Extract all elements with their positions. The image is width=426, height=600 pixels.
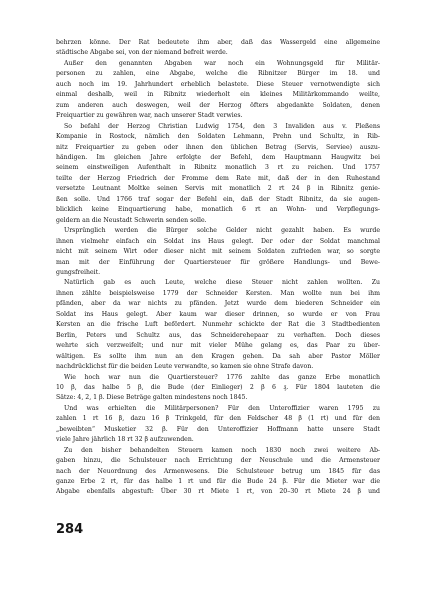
text-line: Und was erhielten die Militärpersonen? Für den Unteroffizier waren 1795 zu — [64, 404, 380, 412]
text-line: Sätze: 4, 2, 1 β. Diese Beträge galten mindestens noch 1845. — [56, 394, 248, 402]
text-line: Zu den bisher behandelten Steuern kamen noch 1830 noch zwei weitere Ab- — [64, 446, 380, 454]
text-line: nachdrücklichst für die beiden Leute verwandte, so kamen sie ohne Strafe davon. — [56, 363, 314, 371]
text-line: gaben hinzu, die Schulsteuer nach Errichtung der Neuschule und die Armensteuer — [56, 457, 380, 465]
text-line: ihnen vielmehr einfach ein Soldat ins Haus gelegt. Der oder der Soldat manchmal — [56, 237, 380, 245]
text-line: pfänden, aber da war nichts zu pfänden. Jetzt wurde dem biederen Schneider ein — [56, 300, 380, 308]
text-line: wältigen. Es sollte ihm nun an den Kragen gehen. Da sah aber Pastor Möller — [56, 352, 380, 360]
text-line: städtische Abgabe sei, von der niemand befreit werde. — [56, 49, 228, 57]
text-line: So befahl der Herzog Christian Ludwig 1754, den 3 Invaliden aus v. Pleßens — [64, 122, 380, 130]
text-line: händigen. Im gleichen Jahre erfolgte der Befehl, dem Hauptmann Haugwitz bei — [56, 153, 380, 161]
text-line: Kompanie in Rostock, nämlich den Soldaten Lehmann, Prehn und Schultz, in Rib- — [56, 133, 380, 141]
text-line: auch noch im 19. Jahrhundert erheblich belastete. Diese Steuer vernotwendigte sich — [56, 80, 380, 88]
text-line: teilte der Herzog Friedrich der Fromme dem Rate mit, daß der in den Ruhestand — [56, 174, 380, 182]
text-line: Kersten an die frische Luft befördert. Nunmehr schickte der Rat die 3 Stadtbedienten — [56, 321, 380, 329]
text-line: Soldat ins Haus gelegt. Aber kaum war dieser drinnen, so wurde er von Frau — [56, 310, 380, 318]
text-line: behrzen könne. Der Rat bedeutete ihm aber, daß das Wassergeld eine allgemeine — [56, 39, 380, 46]
body-text — [56, 38, 380, 498]
text-line: Freiquartier zu gewähren war, nach unserer Stadt verwies. — [56, 112, 243, 120]
text-line: geldern an die Neustadt Schwerin senden solle. — [56, 216, 207, 224]
text-line: 10 β, das halbe 5 β, die Bude (der Einlieger) 2 β 6 ₰. Für 1804 lauteten die — [56, 383, 380, 391]
text-line: versetzte Leutnant Moltke seinen Servis mit monatlich 2 rt 24 β in Ribnitz genie- — [56, 185, 380, 193]
text-line: blicklich keine Einquartierung habe, monatlich 6 rt an Wohn- und Verpflegungs- — [56, 206, 380, 214]
text-line: ganze Erbe 2 rt, für das halbe 1 rt und für die Bude 24 β. Für die Mieter war die — [56, 478, 380, 486]
text-line: Natürlich gab es auch Leute, welche diese Steuer nicht zahlen wollten. Zu — [64, 279, 380, 287]
text-line: viele Jahre jährlich 18 rt 32 β aufzuwenden. — [56, 436, 194, 444]
text-line: „beweibten“ Musketier 32 β. Für den Unteroffizier Hoffmann hatte unsere Stadt — [56, 425, 380, 433]
text-line: man mit der Einführung der Quartiersteuer für größere Handlungs- und Bewe- — [56, 258, 380, 266]
text-line: Abgabe ebenfalls abgestuft: Über 30 rt Miete 1 rt, von 20–30 rt Miete 24 β und — [56, 488, 380, 496]
text-line: personen zu zahlen, eine Abgabe, welche die Ribnitzer Bürger im 18. und — [56, 70, 380, 78]
text-line: ßen solle. Und 1766 traf sogar der Befehl ein, daß der Stadt Ribnitz, da sie augen- — [56, 195, 380, 203]
text-line: einmal deshalb, weil in Ribnitz wiederholt ein kleines Militärkommando weilte, — [56, 91, 380, 99]
text-line: nicht mit seinem Wirt oder dieser nicht mit seinem Soldaten zufrieden war, so sorgte — [56, 248, 380, 256]
text-line: nach der Neuordnung des Armenwesens. Die Schulsteuer betrug um 1845 für das — [56, 467, 380, 475]
text-line: gungsfreiheit. — [56, 268, 101, 276]
text-line: Ursprünglich werden die Bürger solche Gelder nicht gezahlt haben. Es wurde — [64, 227, 380, 235]
text-line: seinem einstweiligen Aufenthalt in Ribnitz monatlich 3 rt zu reichen. Und 1757 — [56, 164, 380, 172]
text-line: nitz Freiquartier zu geben oder ihnen den üblichen Betrag (Servis, Serviee) auszu- — [56, 143, 380, 151]
text-line: Berlin, Peters und Schultz aus, das Schneiderehepaar zu verhaften. Doch dieses — [56, 331, 380, 339]
text-line: ihnen zählte beispielsweise 1779 der Schneider Kersten. Man wollte nun bei ihm — [56, 289, 380, 297]
page-number: 284 — [56, 522, 84, 537]
text-line: Wie hoch war nun die Quartiersteuer? 1776 zahlte das ganze Erbe monatlich — [64, 373, 380, 381]
text-line: zum anderen auch deswegen, weil der Herzog öfters abgedankte Soldaten, denen — [56, 101, 380, 109]
text-line: wehrte sich verzweifelt; und nur mit vieler Mühe gelang es, das Paar zu über- — [56, 342, 380, 350]
text-line: zahlen 1 rt 16 β, dazu 16 β Trinkgeld, für den Feldscher 48 β (1 rt) und für den — [56, 415, 380, 423]
text-line: Außer den genannten Abgaben war noch ein Wohnungsgeld für Militär- — [64, 59, 380, 67]
